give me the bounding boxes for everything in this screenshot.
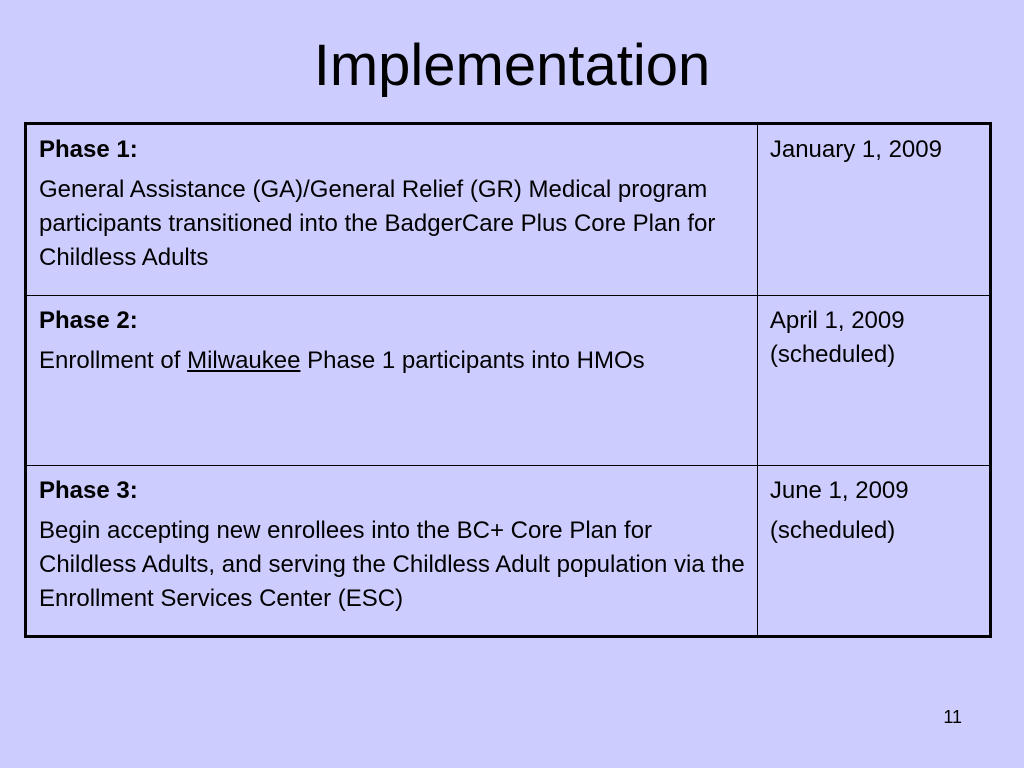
phase-1-date-cell: [757, 124, 990, 296]
phase-1-date: January 1, 2009: [769, 136, 942, 163]
phase-2-description-post: Phase 1 participants into HMOs: [300, 347, 645, 374]
phase-3-label: Phase 3:: [39, 477, 138, 504]
phase-3-date-status: (scheduled): [769, 517, 896, 544]
page-title: Implementation: [313, 33, 711, 98]
phase-1-label: Phase 1:: [39, 136, 138, 163]
phase-2-label: Phase 2:: [39, 307, 138, 334]
phase-2-date: April 1, 2009: [769, 307, 905, 334]
table-row: [26, 296, 991, 466]
phase-3-description: Begin accepting new enrollees into the BC+ Core Plan for Childless Adults, and serving the Childless Adult population via the Enrollment Services Center (ESC): [39, 517, 745, 612]
milwaukee-link[interactable]: Milwaukee: [187, 347, 301, 374]
phase-1-description: General Assistance (GA)/General Relief (GR) Medical program participants transitioned into the BadgerCare Plus Core Plan for Childless Adults: [39, 176, 716, 271]
phase-2-description-pre: Enrollment of: [39, 347, 188, 374]
table-row: [26, 124, 991, 296]
phase-3-description-cell: [26, 466, 758, 637]
phase-table: [24, 122, 992, 638]
phase-2-description: [39, 344, 747, 378]
phase-3-date: June 1, 2009: [769, 477, 909, 504]
table-row: [26, 466, 991, 637]
phase-2-date-status: (scheduled): [769, 341, 896, 368]
phase-2-date-cell: [757, 296, 990, 466]
page-number: 11: [943, 707, 962, 727]
phase-1-description-cell: [26, 124, 758, 296]
phase-3-date-cell: [757, 466, 990, 637]
phase-2-description-cell: [26, 296, 758, 466]
